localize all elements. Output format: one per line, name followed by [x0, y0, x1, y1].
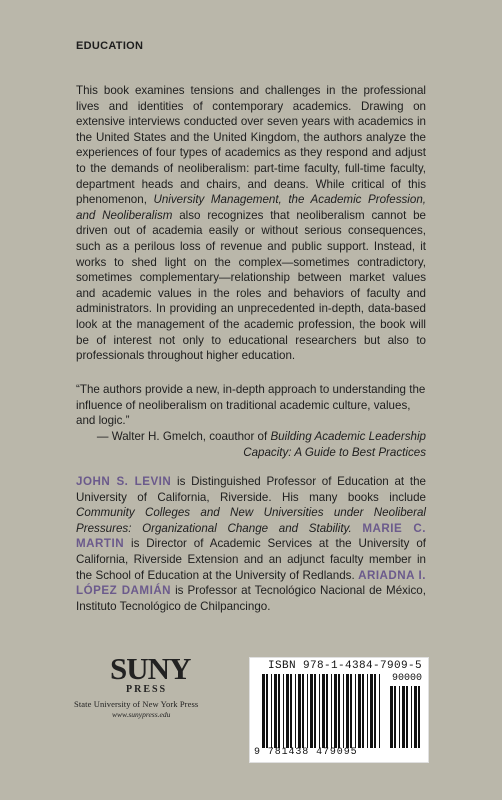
barcode-bar-addon — [418, 686, 420, 748]
author-books-levin: Community Colleges and New Universities under Neoliberal Pressures: Organizational Change and Stability. — [76, 506, 426, 535]
isbn-barcode — [249, 657, 429, 763]
barcode-bar-main — [298, 674, 301, 748]
barcode-bar-main — [307, 674, 308, 748]
barcode-bar-main — [343, 674, 344, 748]
barcode-bar-main — [334, 674, 337, 748]
barcode-bar-main — [286, 674, 289, 748]
barcode-bar-addon — [399, 686, 400, 748]
author-name-levin: JOHN S. LEVIN — [76, 475, 172, 488]
barcode-bar-main — [283, 674, 284, 748]
author-bio-martin: is Director of Academic Services at the University of California, Riverside Extension and an adjunct faculty member in the School of Education at the University of Redlands. — [76, 537, 426, 582]
barcode-bar-addon — [394, 686, 396, 748]
description-part-2: also recognizes that neoliberalism cannot be driven out of academia easily or without serious consequences, such as a perilous loss of revenue and public support. Instead, it works to shed light on the complex—sometimes contradictory, sometimes complementary—relationship between market values and academic values in the roles and behaviors of faculty and administrators. In providing an unprecedented in-depth, data-based look at the management of the academic profession, the book will be of interest not only to educational researchers but also to professionals throughout higher education. — [76, 208, 427, 363]
barcode-bar-main — [338, 674, 340, 748]
suny-logo-text: SUNY — [110, 651, 191, 686]
ean-number: 9 781438 479095 — [254, 747, 358, 758]
book-description — [76, 83, 426, 364]
press-logo-text: PRESS — [126, 684, 168, 695]
barcode-bar-main — [362, 674, 364, 748]
author-bio-levin: is Distinguished Professor of Education at the University of California, Riverside. His many books include — [76, 475, 426, 504]
barcode-bar-main — [374, 674, 376, 748]
author-bio-lopez-damian: is Professor at Tecnológico Nacional de México, Instituto Tecnológico de Chilpancingo. — [76, 584, 426, 613]
endorsement-quote: “The authors provide a new, in-depth approach to understanding the influence of neoliberalism on traditional academic culture, values, and logic.” — [76, 383, 426, 428]
barcode-bar-main — [346, 674, 349, 748]
category-label: EDUCATION — [76, 40, 144, 52]
barcode-bar-addon — [406, 686, 408, 748]
barcode-bar-main — [370, 674, 373, 748]
book-title-italic: University Management, the Academic Profession, and Neoliberalism — [76, 193, 426, 222]
endorsement-attribution — [76, 429, 426, 460]
barcode-bar-main — [319, 674, 320, 748]
barcode-bar-main — [274, 674, 277, 748]
barcode-bar-main — [266, 674, 268, 748]
barcode-bar-main — [302, 674, 304, 748]
barcode-bar-main — [278, 674, 280, 748]
attribution-book-title: Building Academic Leadership Capacity: A Guide to Best Practices — [243, 430, 426, 459]
barcode-bar-main — [310, 674, 313, 748]
price-code: 90000 — [391, 673, 422, 684]
barcode-bar-main — [358, 674, 361, 748]
barcode-bar-addon — [411, 686, 412, 748]
author-name-lopez-damian: ARIADNA I. LÓPEZ DAMIÁN — [76, 568, 426, 598]
author-name-martin: MARIE C. MARTIN — [76, 521, 426, 551]
barcode-bar-main — [322, 674, 325, 748]
barcode-bar-main — [290, 674, 292, 748]
author-bios — [76, 474, 426, 614]
barcode-bar-addon — [414, 686, 417, 748]
publisher-name: State University of New York Press — [74, 699, 199, 709]
barcode-bar-main — [331, 674, 332, 748]
isbn-number: ISBN 978-1-4384-7909-5 — [268, 660, 423, 672]
barcode-bar-addon — [390, 686, 393, 748]
barcode-bar-main — [314, 674, 316, 748]
barcode-bar-main — [262, 674, 265, 748]
barcode-bar-main — [379, 674, 380, 748]
barcode-bar-addon — [402, 686, 405, 748]
barcode-bar-main — [326, 674, 328, 748]
attribution-prefix: — Walter H. Gmelch, coauthor of — [96, 430, 271, 443]
barcode-bar-main — [271, 674, 272, 748]
barcode-bar-main — [295, 674, 296, 748]
barcode-bar-main — [355, 674, 356, 748]
barcode-bar-main — [350, 674, 352, 748]
barcode-bar-main — [367, 674, 368, 748]
description-part-1: This book examines tensions and challenges in the professional lives and identities of contemporary academics. Drawing on extensive interviews conducted over seven years with academics in the United States and the United Kingdom, the authors analyze the experiences of four types of academics as they respond and adjust to the demands of neoliberalism: part-time faculty, full-time faculty, department heads and chairs, and deans. While critical of this phenomenon, — [76, 84, 426, 207]
publisher-website: www.sunypress.edu — [112, 710, 171, 719]
